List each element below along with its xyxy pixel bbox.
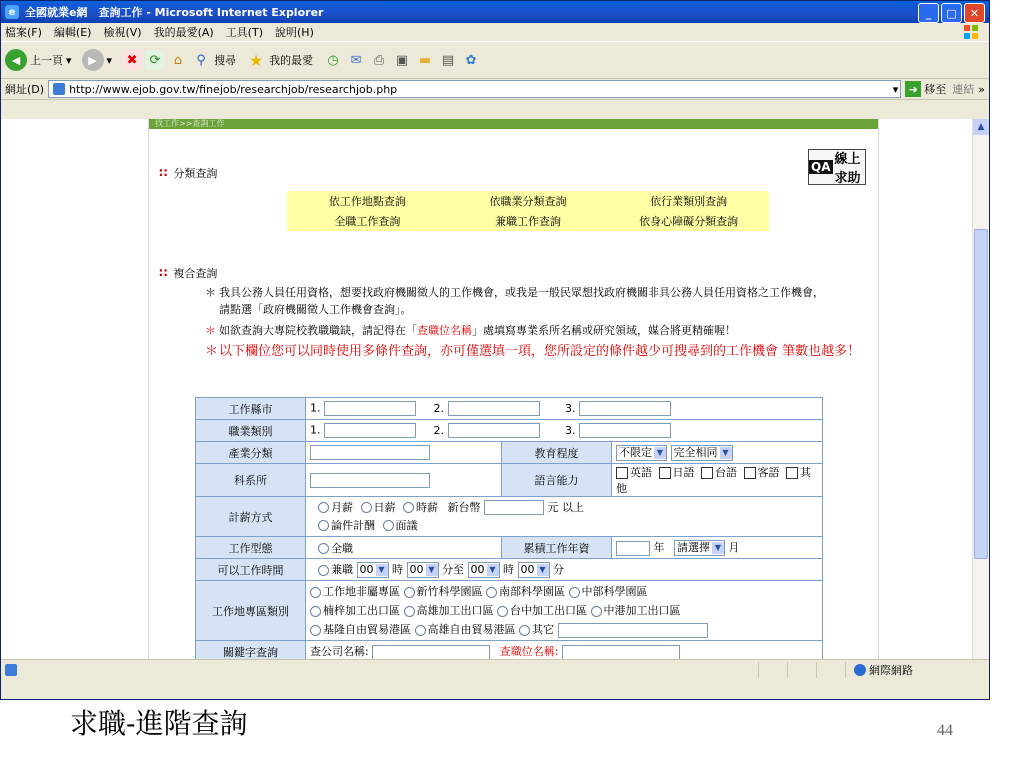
toolbar <box>1 41 989 79</box>
category-links-table <box>287 191 769 231</box>
chevron-down-icon: ▼ <box>426 564 438 576</box>
print-icon[interactable]: ⎙ <box>373 52 385 68</box>
chevron-down-icon: ▼ <box>487 564 499 576</box>
job-type-input-2[interactable] <box>448 423 540 438</box>
status-segment <box>758 662 787 678</box>
radio-full-time[interactable] <box>318 543 329 554</box>
radio-hsinchu-park[interactable] <box>404 587 415 598</box>
checkbox-other[interactable] <box>786 467 798 479</box>
select-value: 00 <box>409 563 424 576</box>
experience-years-input[interactable] <box>616 541 650 556</box>
link-by-location[interactable]: 依工作地點查詢 <box>287 191 448 211</box>
select-value: 不限定 <box>619 445 652 459</box>
favorites-label: 我的最愛 <box>269 54 314 67</box>
refresh-icon[interactable]: ⟳ <box>145 50 165 70</box>
compound-search-form <box>195 397 823 663</box>
radio-kaohsiung-epz[interactable] <box>404 606 415 617</box>
option-label: 日薪 <box>373 500 396 514</box>
security-zone-label: 網際網路 <box>869 664 913 677</box>
help-label: 線上求助 <box>834 152 861 186</box>
minimize-button[interactable]: _ <box>918 3 939 23</box>
unit-label: 元 以上 <box>547 500 584 514</box>
page-margin <box>1 119 148 679</box>
label-experience: 累積工作年資 <box>502 537 612 559</box>
chevron-down-icon: ▼ <box>376 564 388 576</box>
windows-logo-icon <box>963 24 979 40</box>
unit-label: 分至 <box>442 563 464 576</box>
option-label: 時薪 <box>416 500 438 514</box>
note-text: 」處填寫專業系所名稱或研究領域，媒合將更精確喔！ <box>472 324 736 337</box>
option-label: 基隆自由貿易港區 <box>323 623 411 636</box>
index: 3. <box>565 423 576 437</box>
select-value: 請選擇 <box>677 541 710 554</box>
unit-label: 年 <box>653 541 665 554</box>
qa-icon: QA <box>811 160 831 174</box>
unit-label: 時 <box>392 563 403 576</box>
radio-central-park[interactable] <box>569 587 580 598</box>
option-label: 楠梓加工出口區 <box>323 604 400 617</box>
option-label: 新竹科學園區 <box>416 585 483 598</box>
page-content <box>148 119 879 679</box>
index: 1. <box>310 423 321 437</box>
edit-icon[interactable]: ▣ <box>395 52 409 68</box>
note-multi-criteria <box>205 343 875 360</box>
link-by-disability[interactable]: 依身心障礙分類查詢 <box>608 211 769 231</box>
work-city-input-1[interactable] <box>324 401 416 416</box>
link-by-occupation[interactable]: 依職業分類查詢 <box>448 191 609 211</box>
unit-label: 月 <box>728 541 740 554</box>
checkbox-hakka[interactable] <box>744 467 756 479</box>
search-label: 搜尋 <box>214 54 237 67</box>
radio-zhonggang-epz[interactable] <box>591 606 602 617</box>
label-language: 語言能力 <box>502 464 612 497</box>
star-icon: ★ <box>248 50 264 70</box>
bullet-icon: ∷ <box>159 266 168 280</box>
chevron-down-icon: ▼ <box>654 447 666 459</box>
work-city-fields <box>306 398 823 420</box>
section-compound-search <box>159 265 217 281</box>
address-bar <box>1 79 989 100</box>
radio-zone-none[interactable] <box>310 587 321 598</box>
menu-bar <box>1 23 989 41</box>
dropdown-arrow-icon[interactable]: ▾ <box>106 53 113 67</box>
title-bar <box>1 1 989 23</box>
radio-southern-park[interactable] <box>486 587 497 598</box>
link-by-industry[interactable]: 依行業類別查詢 <box>608 191 769 211</box>
online-help-button[interactable] <box>808 149 866 185</box>
ie-icon: e <box>5 5 19 19</box>
section-title: 分類查詢 <box>173 167 218 180</box>
label-keyword: 關鍵字查詢 <box>196 641 306 663</box>
label-work-mode: 工作型態 <box>196 537 306 559</box>
scroll-up-icon[interactable]: ▲ <box>973 119 989 135</box>
option-label: 台中加工出口區 <box>510 604 587 617</box>
chevron-down-icon: ▼ <box>537 564 549 576</box>
pay-fields <box>306 497 823 537</box>
label-pay: 計薪方式 <box>196 497 306 537</box>
radio-daily[interactable] <box>361 502 372 513</box>
address-label: 網址(D) <box>5 83 45 96</box>
unit-label: 時 <box>503 563 514 576</box>
option-label: 全職 <box>331 541 353 555</box>
checkbox-japanese[interactable] <box>659 467 671 479</box>
research-icon[interactable]: ▤ <box>441 52 455 68</box>
address-input[interactable] <box>48 80 901 98</box>
work-time-fields <box>306 559 823 581</box>
experience-field <box>612 537 823 559</box>
radio-hourly[interactable] <box>403 502 414 513</box>
address-url: http://www.ejob.gov.tw/finejob/researchjob/researchjob.php <box>69 82 398 96</box>
links-button[interactable]: 連結 <box>952 83 975 96</box>
status-bar <box>1 659 989 679</box>
note-text: 如欲查詢大專院校教職職缺，請記得在「 <box>219 324 417 337</box>
radio-keelung-ftz[interactable] <box>310 625 321 636</box>
note-highlight: 查職位名稱 <box>417 324 472 337</box>
select-value: 00 <box>359 563 374 576</box>
messenger-icon[interactable]: ✿ <box>465 52 477 68</box>
zone-other-input[interactable] <box>558 623 708 638</box>
work-city-input-2[interactable] <box>448 401 540 416</box>
zone-fields <box>306 581 823 641</box>
home-icon[interactable]: ⌂ <box>173 52 183 68</box>
chevron-right-icon[interactable]: » <box>978 82 985 96</box>
label-department: 科系所 <box>196 464 306 497</box>
page-status-icon <box>5 664 17 676</box>
menu-edit[interactable]: 編輯(E) <box>53 26 92 39</box>
education-match-select[interactable] <box>671 445 733 461</box>
label-job-type: 職業類別 <box>196 420 306 442</box>
window-title: 全國就業e網 查詢工作 - Microsoft Internet Explorer <box>25 6 324 19</box>
menu-view[interactable]: 檢視(V) <box>103 26 142 39</box>
search-button[interactable] <box>191 50 236 70</box>
note-university-jobs <box>205 322 875 339</box>
forward-arrow-icon: ▶ <box>82 49 104 71</box>
forward-button[interactable] <box>82 49 113 71</box>
address-dropdown-icon[interactable]: ▾ <box>892 82 899 96</box>
experience-month-select[interactable] <box>674 540 725 556</box>
chevron-down-icon: ▼ <box>712 542 724 554</box>
radio-piecework[interactable] <box>318 520 329 531</box>
globe-icon <box>854 664 866 676</box>
bullet-icon: ∷ <box>159 166 168 180</box>
option-label: 其它 <box>532 623 554 636</box>
status-segment <box>787 662 816 678</box>
department-field <box>306 464 502 497</box>
job-type-input-1[interactable] <box>324 423 416 438</box>
index: 2. <box>433 423 444 437</box>
job-type-fields <box>306 420 823 442</box>
job-type-input-3[interactable] <box>579 423 671 438</box>
education-select[interactable] <box>616 445 667 461</box>
menu-tools[interactable]: 工具(T) <box>225 26 263 39</box>
asterisk-icon: ＊ <box>205 344 219 359</box>
checkbox-taiwanese[interactable] <box>701 467 713 479</box>
end-hour-select[interactable] <box>468 562 500 578</box>
index: 1. <box>310 401 321 415</box>
unit-label: 分 <box>553 563 564 576</box>
industry-input[interactable] <box>310 445 430 460</box>
note-text: 以下欄位您可以同時使用多條件查詢，亦可僅選填一項，您所設定的條件越少可搜尋到的工作機會 筆數也越多！ <box>219 344 861 359</box>
start-hour-select[interactable] <box>357 562 389 578</box>
maximize-button[interactable]: □ <box>941 3 962 23</box>
position-name-input[interactable] <box>562 645 680 660</box>
select-value: 00 <box>470 563 485 576</box>
checkbox-english[interactable] <box>616 467 628 479</box>
option-label: 客語 <box>757 466 780 479</box>
select-value: 00 <box>520 563 535 576</box>
page-icon <box>53 83 65 95</box>
breadcrumb: 找工作>>查詢工作 <box>149 119 878 129</box>
link-full-time[interactable]: 全職工作查詢 <box>287 211 448 231</box>
folder-icon[interactable]: ▬ <box>418 52 432 68</box>
option-label: 論件計酬 <box>331 518 375 532</box>
option-label: 中港加工出口區 <box>603 604 681 617</box>
stop-icon[interactable]: ✖ <box>122 50 142 70</box>
favorites-button[interactable] <box>246 50 313 70</box>
vertical-scrollbar[interactable] <box>972 119 989 679</box>
label-industry: 產業分類 <box>196 442 306 464</box>
page-viewport <box>1 119 989 679</box>
start-minute-select[interactable] <box>407 562 439 578</box>
note-government-jobs <box>205 284 875 318</box>
back-arrow-icon: ◀ <box>5 49 27 71</box>
dropdown-arrow-icon[interactable]: ▾ <box>66 53 72 67</box>
back-button[interactable] <box>5 49 72 71</box>
close-button[interactable]: ✕ <box>964 3 985 23</box>
mail-icon[interactable]: ✉ <box>350 52 362 68</box>
option-label: 工作地非屬專區 <box>323 585 400 598</box>
select-value: 完全相同 <box>673 445 718 459</box>
option-label: 其他 <box>616 466 811 495</box>
chevron-down-icon: ▼ <box>720 447 732 459</box>
back-label: 上一頁 <box>30 54 63 67</box>
radio-monthly[interactable] <box>318 502 329 513</box>
work-mode-field <box>306 537 502 559</box>
asterisk-icon: ＊ <box>205 286 216 299</box>
index: 2. <box>433 401 444 415</box>
radio-negotiable[interactable] <box>383 520 394 531</box>
menu-favorites[interactable]: 我的最愛(A) <box>153 26 214 39</box>
menu-file[interactable]: 檔案(F) <box>5 26 42 39</box>
index: 3. <box>565 401 576 415</box>
note-text: 我具公務人員任用資格，想要找政府機關徵人的工作機會，或我是一般民眾想找政府機關非具公務人員任用資格之工作機會， <box>219 286 824 299</box>
label-zone: 工作地專區類別 <box>196 581 306 641</box>
company-label: 查公司名稱: <box>310 645 369 659</box>
position-label: 查職位名稱: <box>499 645 559 659</box>
go-label: 移至 <box>924 83 947 96</box>
option-label: 高雄加工出口區 <box>416 604 494 617</box>
language-field <box>612 464 823 497</box>
option-label: 英語 <box>630 466 652 479</box>
work-city-input-3[interactable] <box>579 401 671 416</box>
currency-label: 新台幣 <box>447 500 481 514</box>
asterisk-icon: ＊ <box>205 324 216 337</box>
option-label: 面議 <box>395 518 418 532</box>
go-button[interactable] <box>905 81 946 97</box>
section-category-search <box>159 165 217 181</box>
radio-zone-other[interactable] <box>519 625 530 636</box>
section-title: 複合查詢 <box>173 267 218 280</box>
radio-taichung-epz[interactable] <box>497 606 508 617</box>
radio-nanzih-epz[interactable] <box>310 606 321 617</box>
option-label: 兼職 <box>331 563 353 576</box>
label-education: 教育程度 <box>502 442 612 464</box>
slide-number: 44 <box>937 722 953 739</box>
option-label: 台語 <box>715 466 737 479</box>
history-icon[interactable]: ◷ <box>327 52 339 68</box>
department-input[interactable] <box>310 473 430 488</box>
label-work-time: 可以工作時間 <box>196 559 306 581</box>
industry-field <box>306 442 502 464</box>
scroll-thumb[interactable] <box>974 229 988 559</box>
note-link-text[interactable]: 請點選「政府機關徵人工作機會查詢」。 <box>219 303 412 316</box>
slide-caption: 求職-進階查詢 <box>70 707 248 740</box>
option-label: 月薪 <box>331 500 353 514</box>
education-field <box>612 442 823 464</box>
link-part-time[interactable]: 兼職工作查詢 <box>448 211 609 231</box>
window-controls <box>918 3 985 23</box>
status-segment <box>816 662 845 678</box>
company-name-input[interactable] <box>372 645 490 660</box>
option-label: 中部科學園區 <box>581 585 648 598</box>
search-icon: ⚲ <box>196 52 206 68</box>
label-work-city: 工作縣市 <box>196 398 306 420</box>
option-label: 高雄自由貿易港區 <box>427 623 516 636</box>
option-label: 日語 <box>672 466 695 479</box>
status-divider <box>845 662 846 678</box>
search-notes <box>205 284 875 360</box>
end-minute-select[interactable] <box>518 562 550 578</box>
radio-part-time[interactable] <box>318 565 329 576</box>
salary-input[interactable] <box>484 500 544 515</box>
option-label: 南部科學園區 <box>499 585 565 598</box>
go-arrow-icon: ➜ <box>905 81 921 97</box>
radio-kaohsiung-ftz[interactable] <box>415 625 426 636</box>
menu-help[interactable]: 說明(H) <box>275 26 314 39</box>
